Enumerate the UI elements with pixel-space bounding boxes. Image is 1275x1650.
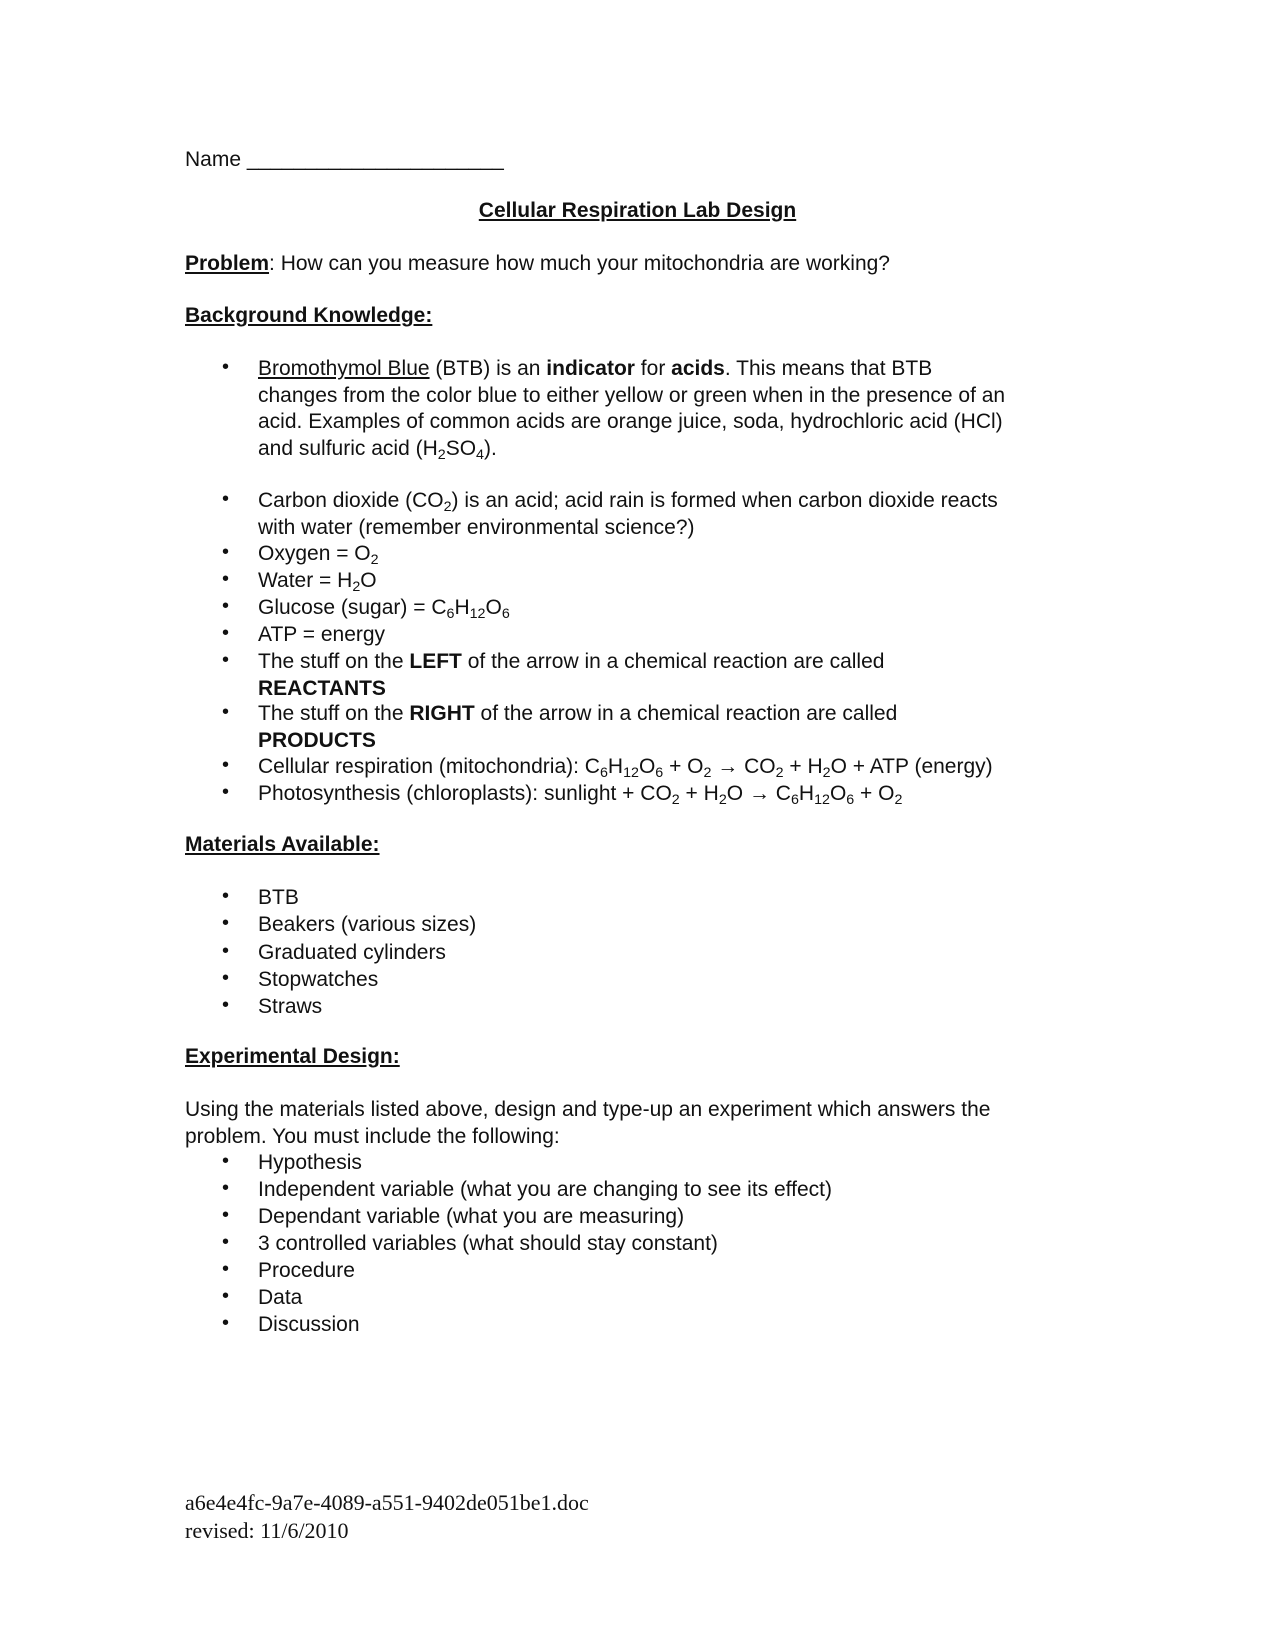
bullet-marker: • <box>222 885 230 907</box>
reactants-item: The stuff on the LEFT of the arrow in a chemical reaction are called REACTANTS <box>258 650 885 700</box>
list-item: Discussion <box>258 1313 360 1336</box>
atp-item: ATP = energy <box>258 623 386 646</box>
list-item: Straws <box>258 995 323 1018</box>
bullet-marker: • <box>222 622 230 644</box>
bullet-marker: • <box>222 940 230 962</box>
arrow-icon: → <box>743 782 776 805</box>
list-item: Data <box>258 1286 303 1309</box>
products-item: The stuff on the RIGHT of the arrow in a chemical reaction are called PRODUCTS <box>258 702 898 752</box>
name-line <box>185 148 504 172</box>
bullet-marker: • <box>222 1150 230 1172</box>
materials-heading: Materials Available: <box>185 833 380 856</box>
problem-label: Problem <box>185 252 270 275</box>
respiration-item: Cellular respiration (mitochondria): $C_6H_{12}O_6 + O_2 \to CO_2 + H_2O$ + ATP (energy) <box>258 755 993 781</box>
list-item: Hypothesis <box>258 1151 362 1174</box>
bullet-marker: • <box>222 1204 230 1226</box>
problem-text: : How can you measure how much your mitochondria are working? <box>269 252 890 275</box>
bullet-marker: • <box>222 541 230 563</box>
bullet-marker: • <box>222 649 230 671</box>
bullet-marker: • <box>222 356 230 378</box>
bullet-marker: • <box>222 912 230 934</box>
design-heading: Experimental Design: <box>185 1045 400 1068</box>
btb-term: Bromothymol Blue <box>258 357 430 380</box>
list-item: Beakers (various sizes) <box>258 913 477 936</box>
co2-item: Carbon dioxide $(CO_2)$ is an acid; acid rain is formed when carbon dioxide reacts with water (remember environmental science?) <box>258 489 998 539</box>
bullet-marker: • <box>222 1258 230 1280</box>
bullet-marker: • <box>222 781 230 803</box>
name-blank: ______________________ <box>246 148 504 171</box>
list-item: BTB <box>258 886 299 909</box>
list-item: 3 controlled variables (what should stay constant) <box>258 1232 718 1255</box>
bullet-marker: • <box>222 595 230 617</box>
list-item: Independent variable (what you are changing to see its effect) <box>258 1178 832 1201</box>
list-item: Graduated cylinders <box>258 941 446 964</box>
arrow-icon: → <box>711 755 745 778</box>
list-item: Procedure <box>258 1259 355 1282</box>
background-heading: Background Knowledge: <box>185 304 433 327</box>
photosynthesis-item: Photosynthesis (chloroplasts): sunlight + $CO_2 + H_2O \to C_6H_{12}O_6 + O_2$ <box>258 782 903 808</box>
footer-revised: revised: 11/6/2010 <box>185 1518 349 1543</box>
bullet-marker: • <box>222 994 230 1016</box>
list-item: Stopwatches <box>258 968 379 991</box>
bullet-marker: • <box>222 1312 230 1334</box>
water-item: Water = $H_2O$ <box>258 569 377 595</box>
bullet-marker: • <box>222 568 230 590</box>
list-item: Dependant variable (what you are measuring) <box>258 1205 685 1228</box>
problem-line <box>185 252 890 276</box>
oxygen-item: Oxygen = $O_2$ <box>258 542 379 568</box>
bullet-marker: • <box>222 1177 230 1199</box>
btb-item: Bromothymol Blue (BTB) is an indicator for acids. This means that BTB changes from the color blue to either yellow or green when in the presence of an acid. Examples of common acids are orange juice, soda, hydrochloric acid (HCl) and sulfuric acid $(H_2SO_4)$. <box>258 357 1006 463</box>
glucose-item: Glucose (sugar) = $C_6H_{12}O_6$ <box>258 596 510 622</box>
bullet-marker: • <box>222 967 230 989</box>
bullet-marker: • <box>222 1285 230 1307</box>
name-label: Name <box>185 148 242 171</box>
bullet-marker: • <box>222 701 230 723</box>
bullet-marker: • <box>222 488 230 510</box>
page-title: Cellular Respiration Lab Design <box>478 199 797 222</box>
footer-filename: a6e4e4fc-9a7e-4089-a551-9402de051be1.doc <box>185 1490 589 1515</box>
bullet-marker: • <box>222 1231 230 1253</box>
design-intro: Using the materials listed above, design and type-up an experiment which answers the problem. You must include the following: <box>185 1098 991 1148</box>
bullet-marker: • <box>222 754 230 776</box>
